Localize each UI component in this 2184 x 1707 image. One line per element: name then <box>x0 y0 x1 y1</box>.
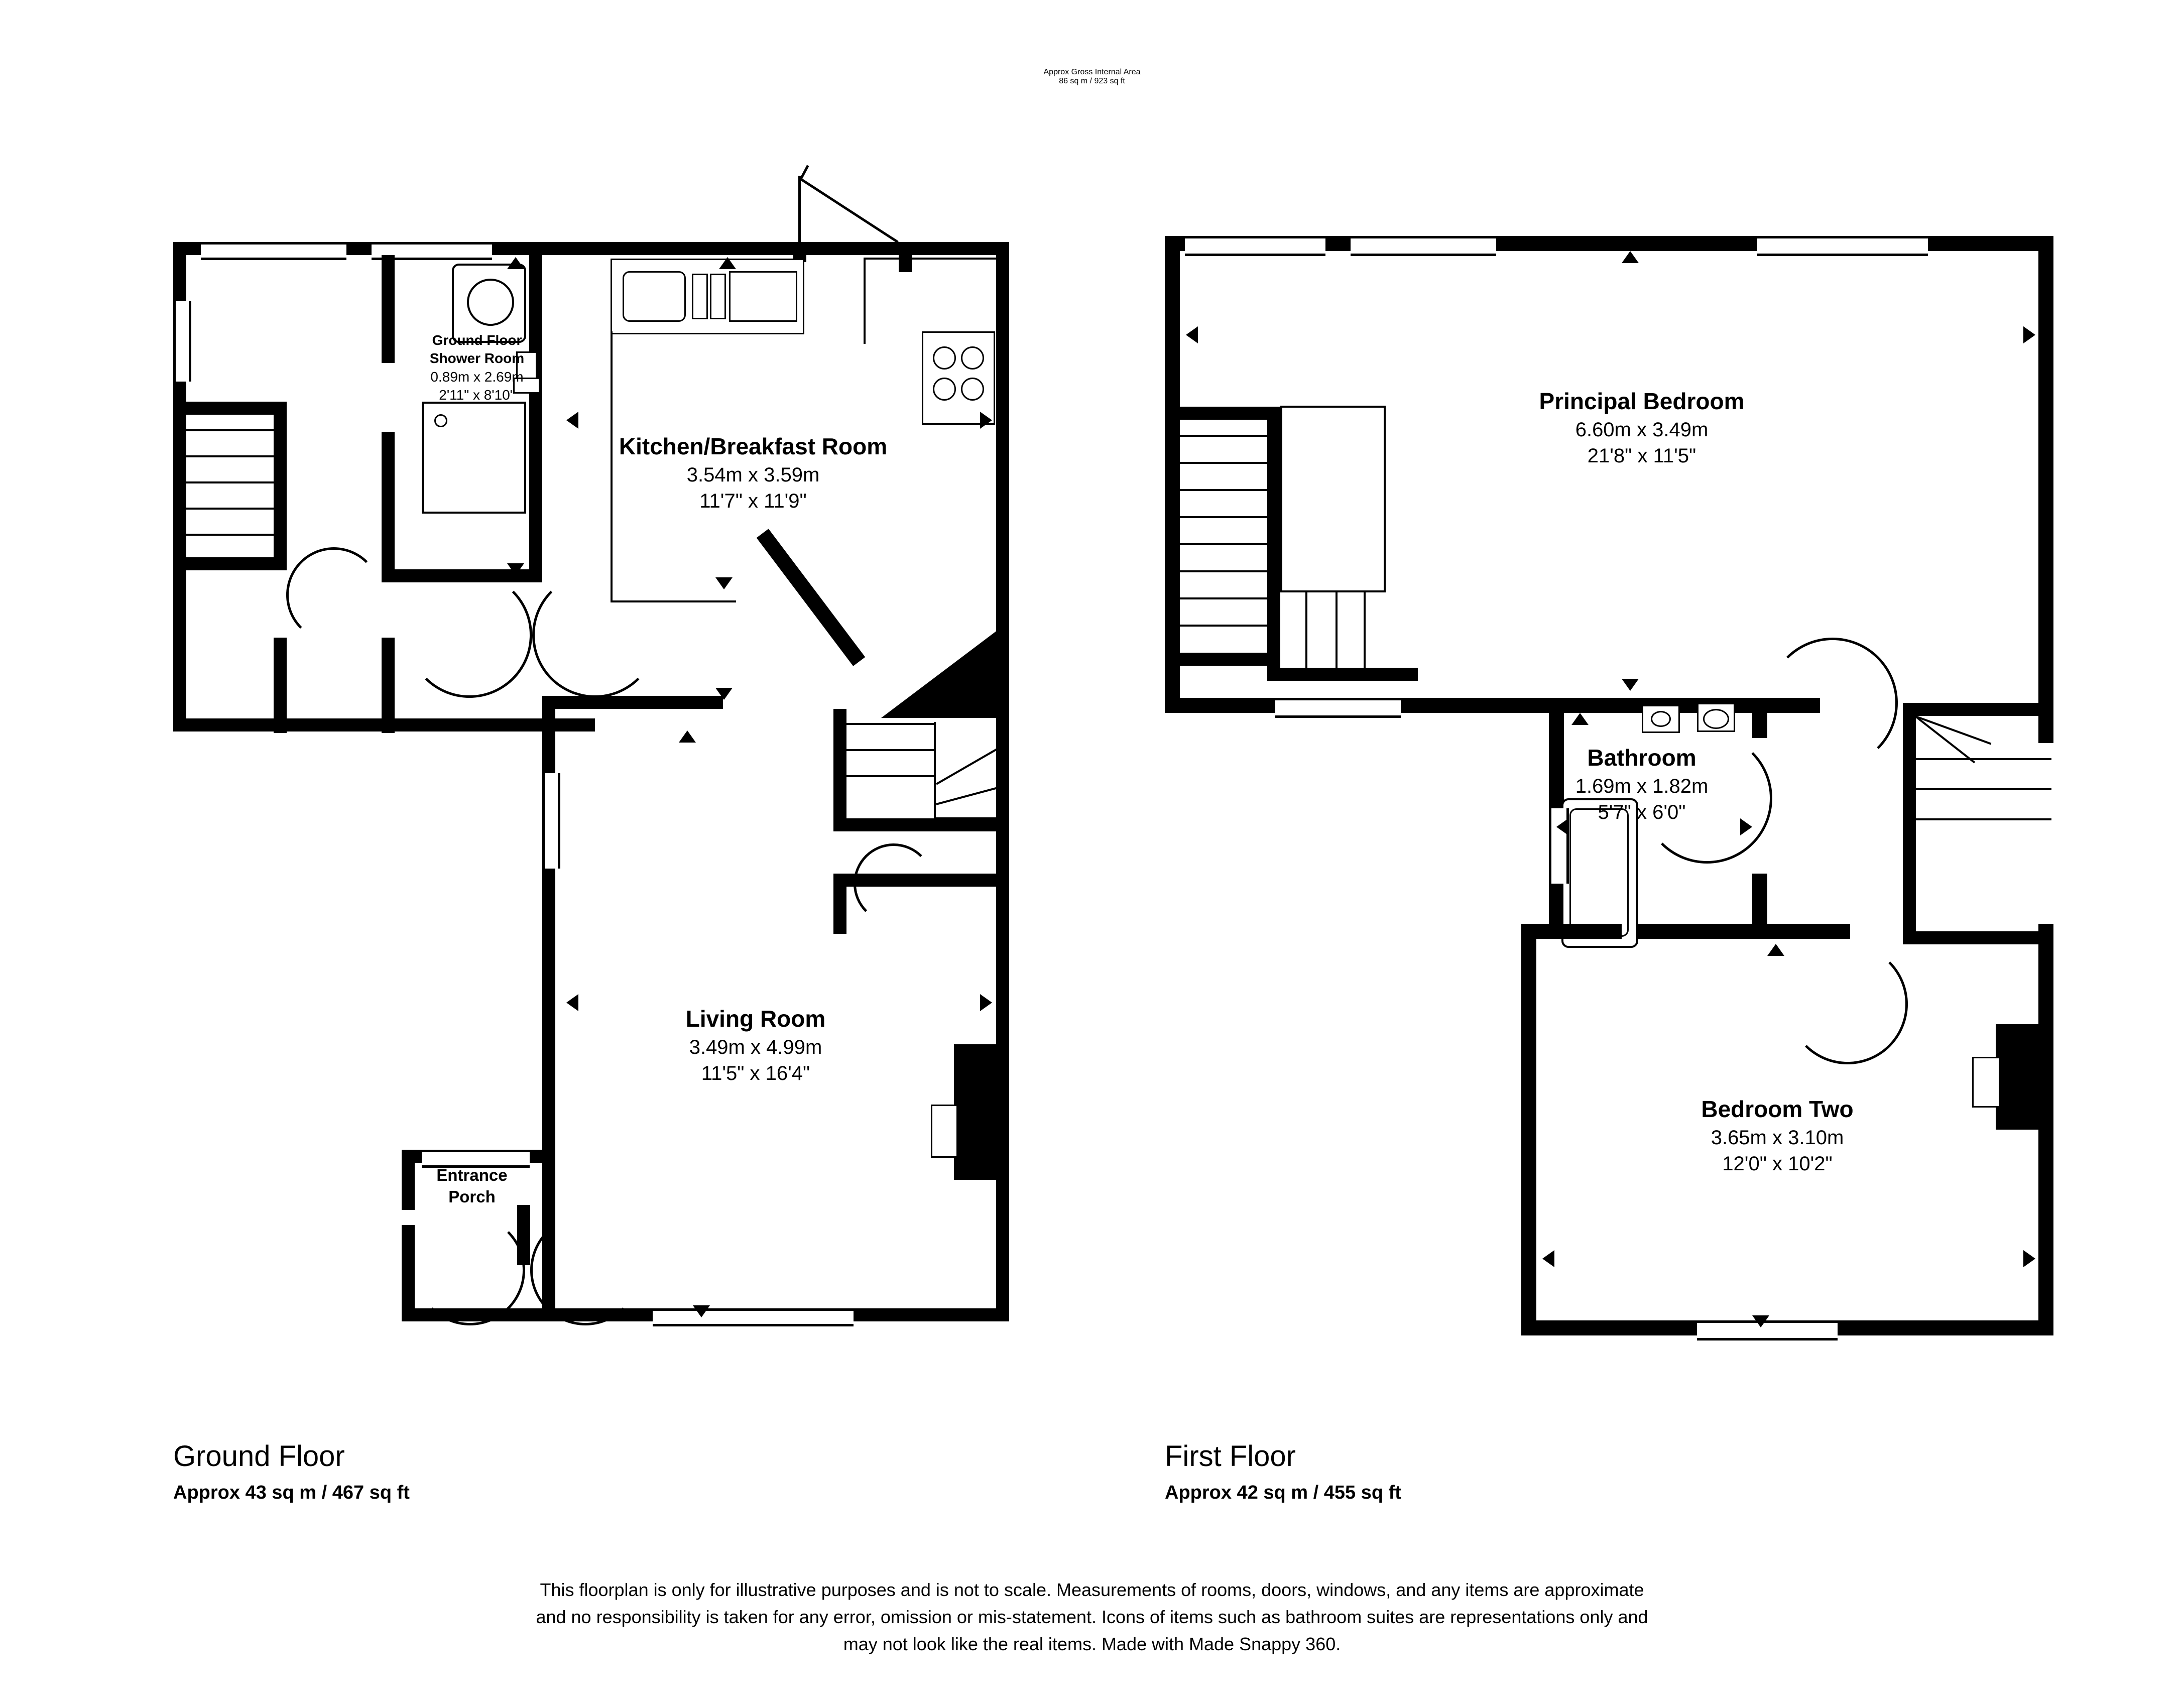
fireplace-icon <box>1996 1024 2053 1130</box>
staircase-icon <box>1915 715 1992 745</box>
staircase-icon <box>846 749 934 751</box>
dimension-arrow <box>566 994 578 1011</box>
door-arc <box>1642 733 1772 864</box>
dimension-arrow <box>1571 713 1589 725</box>
staircase-icon <box>846 723 934 725</box>
staircase-icon <box>186 455 275 457</box>
staircase-icon <box>186 508 275 510</box>
window <box>1757 236 1928 256</box>
wall <box>833 874 846 934</box>
kitchen-sink-icon <box>623 271 686 322</box>
staircase-icon <box>936 817 1006 819</box>
staircase-icon <box>1180 435 1268 437</box>
dimension-arrow <box>507 569 524 581</box>
dimension-arrow <box>1542 1250 1554 1267</box>
wall <box>1903 703 1916 944</box>
wall <box>382 638 395 733</box>
disclaimer <box>0 1576 2184 1658</box>
staircase-icon <box>1180 570 1268 572</box>
door-arc <box>286 547 382 643</box>
staircase-icon <box>1916 818 2051 820</box>
door-arc <box>530 1215 641 1325</box>
cooker-hob-icon <box>922 331 995 425</box>
wall <box>1903 703 2053 716</box>
wall <box>274 638 287 733</box>
room-label-bathroom: Bathroom 1.69m x 1.82m 5'7" x 6'0" <box>1575 745 1709 823</box>
window <box>201 242 346 260</box>
kitchen-worktop-icon <box>729 271 797 322</box>
dimension-arrow <box>715 688 733 700</box>
staircase-icon <box>186 557 287 570</box>
wall-angle <box>881 630 998 718</box>
kitchen-sink-icon <box>710 274 726 319</box>
wall <box>2038 236 2053 743</box>
gross-area-title: Approx Gross Internal Area <box>1043 68 1141 76</box>
shower-drain-icon <box>434 414 447 427</box>
window <box>173 301 191 382</box>
staircase-icon <box>1916 758 2051 760</box>
ground-floor-caption: Ground Floor Approx 43 sq m / 467 sq ft <box>173 1440 410 1503</box>
wall <box>1267 668 1418 681</box>
staircase-icon <box>1180 489 1268 491</box>
wall <box>833 709 846 829</box>
door-arc <box>407 572 532 698</box>
window <box>653 1308 854 1326</box>
staircase-icon <box>1180 407 1280 420</box>
wall <box>415 1308 475 1321</box>
door-arc <box>1787 944 1908 1064</box>
kitchen-worktop-icon <box>864 259 866 344</box>
dimension-arrow <box>1622 251 1639 263</box>
gross-area-value: 86 sq m / 923 sq ft <box>1059 77 1125 85</box>
wall <box>833 818 999 831</box>
wall <box>1903 931 2053 944</box>
dimension-arrow <box>693 1305 710 1317</box>
staircase-icon <box>1180 543 1268 545</box>
dimension-arrow <box>980 994 992 1011</box>
staircase-icon <box>186 534 275 536</box>
window <box>542 773 560 869</box>
wall <box>529 255 542 582</box>
dimension-arrow <box>1752 1315 1769 1327</box>
kitchen-sink-icon <box>692 274 708 319</box>
staircase-icon <box>1915 715 1976 764</box>
wall <box>1521 924 1622 939</box>
staircase-icon <box>1180 462 1268 464</box>
staircase-icon <box>1180 597 1268 599</box>
staircase-icon <box>1305 592 1307 668</box>
dimension-arrow <box>1186 326 1198 343</box>
window <box>1275 698 1401 718</box>
disclaimer-line-1: This floorplan is only for illustrative purposes and is not to scale. Measurements of rooms, doors, windows, and any items are approximate <box>540 1579 1644 1600</box>
fireplace-icon <box>931 1105 958 1158</box>
staircase-icon <box>1180 653 1280 666</box>
room-label-entrance-porch: Entrance Porch <box>436 1166 508 1206</box>
wall <box>1521 924 1536 1335</box>
dimension-arrow <box>2023 1250 2035 1267</box>
shower-tray-icon <box>467 279 514 326</box>
landing-rail <box>1280 406 1386 408</box>
wall <box>1752 874 1767 939</box>
door-arc <box>854 843 934 924</box>
wall <box>996 242 1009 696</box>
staircase-icon <box>1336 592 1338 668</box>
fireplace-icon <box>954 1044 1009 1180</box>
staircase-icon <box>936 748 998 785</box>
dimension-arrow <box>1556 818 1568 835</box>
dimension-arrow <box>715 577 733 589</box>
dimension-arrow <box>980 412 992 429</box>
staircase-icon <box>1180 625 1268 627</box>
dimension-arrow <box>2023 326 2035 343</box>
dimension-arrow <box>719 257 736 269</box>
wall <box>907 874 920 887</box>
toilet-icon <box>1703 709 1729 729</box>
landing-rail <box>1280 590 1386 592</box>
wall <box>899 242 912 272</box>
wall <box>402 1225 415 1321</box>
cooker-hob-icon <box>933 346 956 370</box>
wall-detail <box>798 176 801 246</box>
wall <box>542 696 723 709</box>
staircase-icon <box>934 722 936 820</box>
room-label-kitchen: Kitchen/Breakfast Room 3.54m x 3.59m 11'7" x 11'9" <box>619 433 888 512</box>
dimension-arrow <box>679 730 696 743</box>
first-floor-caption: First Floor Approx 42 sq m / 455 sq ft <box>1165 1440 1401 1503</box>
dimension-arrow <box>1767 944 1784 956</box>
wall <box>382 255 395 363</box>
dimension-arrow <box>1740 818 1752 835</box>
fireplace-icon <box>1972 1057 2000 1108</box>
wash-basin-icon <box>1651 711 1671 727</box>
landing-rail <box>1384 407 1386 592</box>
dimension-arrow <box>1622 679 1639 691</box>
staircase-icon <box>1364 592 1366 668</box>
landing-rail <box>1280 407 1282 592</box>
disclaimer-line-3: may not look like the real items. Made with Made Snappy 360. <box>843 1634 1341 1654</box>
cooker-hob-icon <box>961 346 984 370</box>
cooker-hob-icon <box>961 378 984 401</box>
dimension-arrow <box>566 412 578 429</box>
wall <box>996 696 1009 1321</box>
staircase-icon <box>936 785 1004 805</box>
disclaimer-line-2: and no responsibility is taken for any error, omission or mis-statement. Icons of items such as bathroom suites are representations only and <box>536 1607 1648 1627</box>
wall <box>2038 924 2053 1335</box>
staircase-icon <box>1267 407 1280 668</box>
wall <box>1165 236 1180 713</box>
room-label-bedroom-two: Bedroom Two 3.65m x 3.10m 12'0" x 10'2" <box>1701 1096 1854 1175</box>
staircase-icon <box>186 481 275 483</box>
wall-angle <box>757 529 866 666</box>
bathtub-icon <box>1569 808 1629 937</box>
dimension-arrow <box>507 257 524 269</box>
staircase-icon <box>1180 516 1268 518</box>
kitchen-worktop-icon <box>864 258 999 260</box>
staircase-icon <box>274 402 287 567</box>
staircase-icon <box>186 402 287 415</box>
wall <box>382 432 395 582</box>
room-label-living-room: Living Room 3.49m x 4.99m 11'5" x 16'4" <box>685 1006 826 1084</box>
door-arc <box>532 572 658 698</box>
wall-detail <box>800 165 809 180</box>
room-label-principal-bedroom: Principal Bedroom 6.60m x 3.49m 21'8" x 11'5" <box>1539 388 1745 467</box>
room-label-shower-room: Ground Floor Shower Room 0.89m x 2.69m 2'11" x 8'10" <box>429 332 525 403</box>
staircase-icon <box>1916 788 2051 790</box>
staircase-icon <box>846 775 934 777</box>
staircase-icon <box>186 429 275 431</box>
door-arc <box>1767 638 1898 768</box>
cooker-hob-icon <box>933 378 956 401</box>
wall-detail <box>800 178 899 243</box>
page-title <box>653 68 1531 86</box>
window <box>1351 236 1496 256</box>
wall <box>1752 698 1767 738</box>
window <box>1185 236 1325 256</box>
